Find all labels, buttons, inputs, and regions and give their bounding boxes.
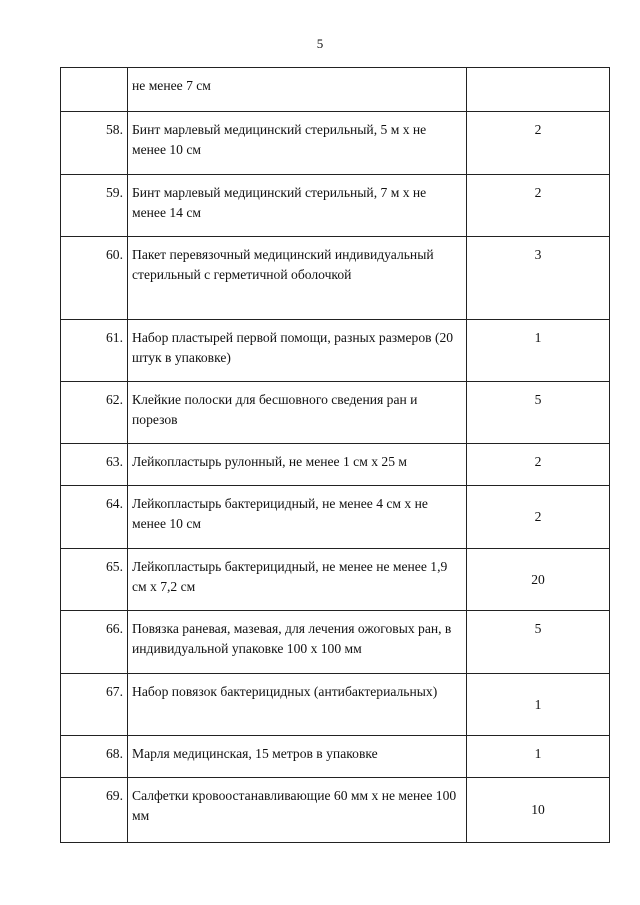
table-row bbox=[61, 486, 610, 549]
row-number: 62. bbox=[61, 382, 128, 444]
item-quantity: 5 bbox=[467, 611, 610, 674]
item-quantity: 10 bbox=[467, 778, 610, 843]
table-row bbox=[61, 549, 610, 611]
row-number: 61. bbox=[61, 320, 128, 382]
item-quantity: 1 bbox=[467, 674, 610, 736]
table-row bbox=[61, 320, 610, 382]
row-number bbox=[61, 68, 128, 112]
item-name: Салфетки кровоостанавливающие 60 мм х не менее 100 мм bbox=[128, 778, 467, 843]
row-number: 69. bbox=[61, 778, 128, 843]
row-number: 64. bbox=[61, 486, 128, 549]
item-name: Набор пластырей первой помощи, разных размеров (20 штук в упаковке) bbox=[128, 320, 467, 382]
items-table bbox=[60, 67, 610, 843]
item-name: Клейкие полоски для бесшовного сведения ран и порезов bbox=[128, 382, 467, 444]
table-row bbox=[61, 611, 610, 674]
item-name: Повязка раневая, мазевая, для лечения ожоговых ран, в индивидуальной упаковке 100 х 100 мм bbox=[128, 611, 467, 674]
item-name: Лейкопластырь бактерицидный, не менее не менее 1,9 см х 7,2 см bbox=[128, 549, 467, 611]
item-name: Бинт марлевый медицинский стерильный, 7 м х не менее 14 см bbox=[128, 175, 467, 237]
row-number: 63. bbox=[61, 444, 128, 486]
row-number: 66. bbox=[61, 611, 128, 674]
row-number: 67. bbox=[61, 674, 128, 736]
item-name: Лейкопластырь рулонный, не менее 1 см х 25 м bbox=[128, 444, 467, 486]
item-quantity: 2 bbox=[467, 444, 610, 486]
table-row bbox=[61, 382, 610, 444]
item-name: Пакет перевязочный медицинский индивидуальный стерильный с герметичной оболочкой bbox=[128, 237, 467, 320]
row-number: 68. bbox=[61, 736, 128, 778]
item-name: не менее 7 см bbox=[128, 68, 467, 112]
item-name: Лейкопластырь бактерицидный, не менее 4 см х не менее 10 см bbox=[128, 486, 467, 549]
item-quantity: 1 bbox=[467, 320, 610, 382]
item-quantity: 3 bbox=[467, 237, 610, 320]
table-row bbox=[61, 112, 610, 175]
table-row bbox=[61, 778, 610, 843]
item-name: Бинт марлевый медицинский стерильный, 5 м х не менее 10 см bbox=[128, 112, 467, 175]
row-number: 60. bbox=[61, 237, 128, 320]
item-quantity bbox=[467, 68, 610, 112]
item-quantity: 5 bbox=[467, 382, 610, 444]
item-name: Набор повязок бактерицидных (антибактериальных) bbox=[128, 674, 467, 736]
table-row bbox=[61, 175, 610, 237]
page-number: 5 bbox=[316, 36, 324, 51]
table-row bbox=[61, 674, 610, 736]
item-quantity: 2 bbox=[467, 175, 610, 237]
item-name: Марля медицинская, 15 метров в упаковке bbox=[128, 736, 467, 778]
table-row bbox=[61, 237, 610, 320]
table-row bbox=[61, 736, 610, 778]
item-quantity: 1 bbox=[467, 736, 610, 778]
item-quantity: 20 bbox=[467, 549, 610, 611]
table-row bbox=[61, 444, 610, 486]
table-row bbox=[61, 68, 610, 112]
row-number: 58. bbox=[61, 112, 128, 175]
item-quantity: 2 bbox=[467, 112, 610, 175]
item-quantity: 2 bbox=[467, 486, 610, 549]
row-number: 65. bbox=[61, 549, 128, 611]
row-number: 59. bbox=[61, 175, 128, 237]
